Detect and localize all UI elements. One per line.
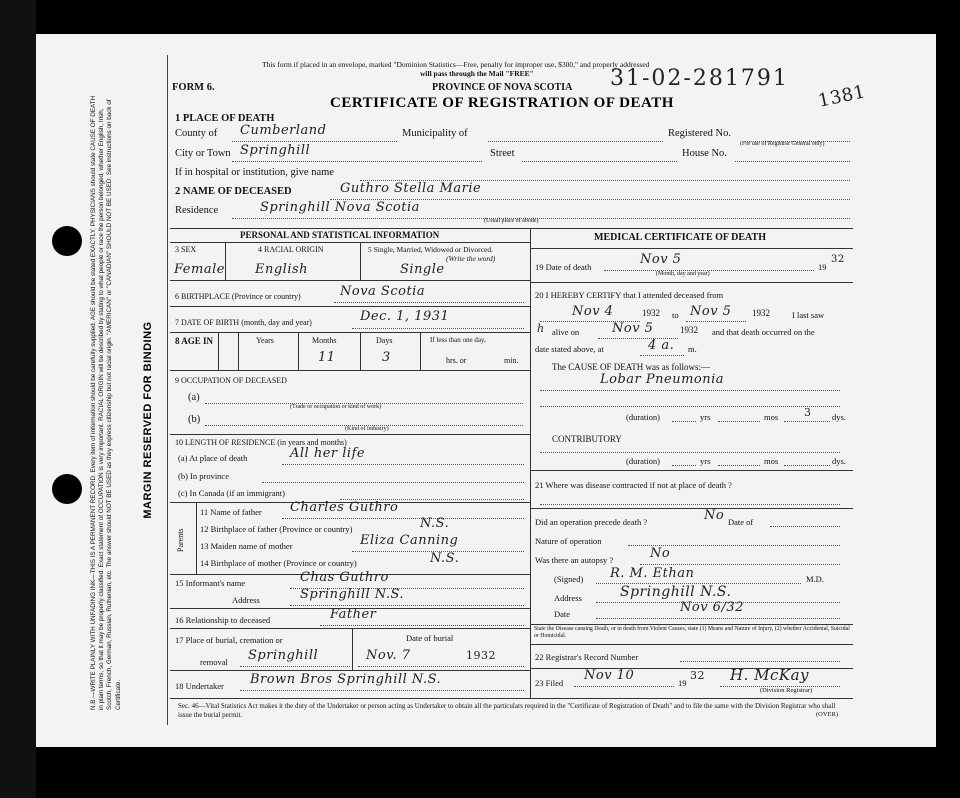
- racial-label: 4 RACIAL ORIGIN: [258, 245, 324, 254]
- duration-label-2: (duration): [626, 456, 660, 466]
- house-label: House No.: [682, 148, 727, 159]
- street-line: [522, 161, 677, 162]
- punch-hole: [52, 474, 82, 504]
- deceased-name: Guthro Stella Marie: [340, 181, 482, 196]
- duration-line: [718, 465, 760, 466]
- signed-label: (Signed): [554, 574, 584, 584]
- occurred-label: and that death occurred on the: [712, 327, 815, 337]
- rule: [238, 332, 239, 370]
- time-suffix: m.: [688, 344, 697, 354]
- filed-year-value: 32: [690, 669, 705, 682]
- death-date-note: (Month, day and year): [656, 271, 710, 277]
- attended-to-line: [686, 321, 746, 322]
- personal-heading: PERSONAL AND STATISTICAL INFORMATION: [240, 230, 440, 240]
- md-label: M.D.: [806, 574, 824, 584]
- rule: [530, 470, 853, 471]
- sign-date-label: Date: [554, 609, 571, 619]
- father-birthplace-value: N.S.: [420, 516, 450, 531]
- rule: [420, 332, 421, 370]
- mother-value: Eliza Canning: [360, 533, 459, 548]
- burial-place-value: Springhill: [248, 648, 319, 663]
- dys-label-2: dys.: [832, 456, 846, 466]
- table-top-rule: [170, 228, 853, 229]
- certificate-title: CERTIFICATE OF REGISTRATION OF DEATH: [330, 95, 674, 111]
- rule: [170, 280, 530, 281]
- duration-line: [784, 465, 830, 466]
- filed-value: Nov 10: [584, 668, 635, 683]
- footer-note: Sec. 46—Vital Statistics Act makes it the duty of the Undertaker or person acting as Undertaker to obtain all the particulars required in the "Certificate of Registration of Death" and to file the same with the Division Registrar who shall issue the burial permit.: [178, 702, 836, 719]
- margin-title: MARGIN RESERVED FOR BINDING: [142, 321, 154, 519]
- death-date-value: Nov 5: [640, 252, 682, 267]
- municipality-line: [488, 141, 663, 142]
- rule: [225, 242, 226, 280]
- punch-hole: [52, 226, 82, 256]
- to-label: to: [672, 310, 679, 320]
- rule: [298, 332, 299, 370]
- rule: [530, 624, 853, 625]
- marital-value: Single: [400, 262, 445, 277]
- death-date-label: 19 Date of death: [535, 262, 592, 272]
- rule: [170, 628, 530, 629]
- rule: [170, 670, 530, 671]
- father-label: 11 Name of father: [200, 507, 262, 517]
- operation-value: No: [704, 508, 725, 523]
- residence-line: [232, 218, 850, 219]
- cause-value: Lobar Pneumonia: [600, 372, 724, 387]
- father-value: Charles Guthro: [290, 500, 399, 515]
- in-province-label: (b) In province: [178, 471, 229, 481]
- mother-birthplace-value: N.S.: [430, 551, 460, 566]
- in-province-line: [262, 482, 524, 483]
- yrs-label-2: yrs: [700, 456, 711, 466]
- informant-value: Chas Guthro: [300, 570, 389, 585]
- city-line: [232, 161, 482, 162]
- op-date-line: [770, 526, 840, 527]
- duration-line: [718, 421, 760, 422]
- mother-label: 13 Maiden name of mother: [200, 541, 293, 551]
- removal-label: removal: [200, 657, 228, 667]
- house-line: [735, 161, 850, 162]
- registrar-signature: H. McKay: [730, 666, 809, 684]
- informant-address-label: Address: [232, 595, 260, 605]
- duration-label: (duration): [626, 412, 660, 422]
- contracted-line: [540, 504, 840, 505]
- death-year-prefix: 19: [818, 262, 827, 272]
- dob-line: [352, 328, 524, 329]
- years-label: Years: [256, 336, 274, 345]
- contributory-label: CONTRIBUTORY: [552, 434, 622, 444]
- in-canada-label: (c) In Canada (if an immigrant): [178, 488, 285, 498]
- registered-label: Registered No.: [668, 128, 731, 139]
- cause-line-1: [540, 390, 840, 391]
- stamp-number: 31-02-281791: [610, 66, 789, 91]
- rule: [530, 248, 853, 249]
- rule: [352, 628, 353, 670]
- record-number-line: [680, 661, 840, 662]
- parents-label: Parents: [176, 528, 185, 552]
- less-day-label: If less than one day,: [430, 336, 486, 344]
- operation-label: Did an operation precede death ?: [535, 517, 648, 527]
- birthplace-label: 6 BIRTHPLACE (Province or country): [175, 292, 301, 301]
- duration-line: [672, 465, 696, 466]
- rule: [360, 242, 361, 280]
- sign-date-line: [596, 618, 840, 619]
- date-stated-label: date stated above, at: [535, 344, 604, 354]
- at-place-label: (a) At place of death: [178, 453, 248, 463]
- binding-margin: [90, 90, 170, 710]
- relationship-value: Father: [330, 607, 377, 622]
- informant-label: 15 Informant's name: [175, 578, 245, 588]
- marital-label: 5 Single, Married, Widowed or Divorced.: [368, 245, 493, 254]
- alive-label: alive on: [552, 327, 580, 337]
- municipality-label: Municipality of: [402, 128, 468, 139]
- burial-date-value: Nov. 7: [366, 648, 411, 663]
- sex-value: Female: [174, 262, 225, 277]
- physician-address-value: Springhill N.S.: [620, 584, 732, 600]
- province-label: PROVINCE OF NOVA SCOTIA: [432, 82, 573, 93]
- county-value: Cumberland: [240, 123, 327, 138]
- rule: [360, 332, 361, 370]
- attended-from: Nov 4: [572, 304, 614, 319]
- burial-date-line: [358, 666, 524, 667]
- envelope-note-2: will pass through the Mail "FREE": [420, 69, 534, 78]
- death-year-value: 32: [831, 254, 845, 265]
- burial-date-label: Date of burial: [406, 633, 454, 643]
- rule: [218, 332, 219, 370]
- sign-date-value: Nov 6/32: [680, 600, 744, 615]
- time-value: 4 a.: [648, 338, 675, 353]
- occupation-a-note: (Trade or occupation or kind of work): [290, 404, 382, 410]
- undertaker-line: [240, 690, 524, 691]
- last-saw-label: I last saw: [792, 310, 825, 320]
- to-year: 1932: [752, 308, 770, 318]
- medical-heading: MEDICAL CERTIFICATE OF DEATH: [594, 232, 766, 243]
- city-label: City or Town: [175, 148, 231, 159]
- father-birthplace-label: 12 Birthplace of father (Province or country): [200, 524, 353, 534]
- rule: [170, 434, 530, 435]
- filed-label: 23 Filed: [535, 678, 564, 688]
- rule: [530, 508, 853, 509]
- racial-value: English: [255, 262, 309, 277]
- dob-value: Dec. 1, 1931: [360, 309, 450, 324]
- form-number: FORM 6.: [172, 82, 215, 93]
- registrar-note: (Division Registrar): [760, 687, 813, 694]
- months-label: Months: [312, 336, 337, 345]
- informant-address-line: [290, 605, 524, 606]
- birthplace-line: [334, 302, 524, 303]
- registered-note: (For use of Registrar General only): [740, 141, 825, 147]
- relationship-label: 16 Relationship to deceased: [175, 615, 271, 625]
- residence-value: Springhill Nova Scotia: [260, 200, 420, 215]
- autopsy-line: [640, 564, 840, 565]
- signed-value: R. M. Ethan: [610, 566, 695, 581]
- burial-place-line: [240, 666, 350, 667]
- contributory-line: [540, 452, 840, 453]
- contracted-label: 21 Where was disease contracted if not at place of death ?: [535, 480, 732, 490]
- residence-label: Residence: [175, 205, 219, 216]
- hospital-label: If in hospital or institution, give name: [175, 167, 334, 178]
- occupation-a: (a): [188, 392, 200, 403]
- alive-value: Nov 5: [612, 321, 654, 336]
- rule: [170, 242, 530, 243]
- occupation-label: 9 OCCUPATION OF DECEASED: [175, 376, 287, 385]
- marital-note: (Write the word): [446, 254, 496, 263]
- street-label: Street: [490, 148, 515, 159]
- duration-line: [672, 421, 696, 422]
- nature-label: Nature of operation: [535, 536, 602, 546]
- at-place-value: All her life: [290, 446, 366, 461]
- residence-length-label: 10 LENGTH OF RESIDENCE (in years and months): [175, 438, 347, 447]
- attended-to: Nov 5: [690, 304, 732, 319]
- burial-year-value: 1932: [466, 649, 496, 662]
- duration-mos-value: 3: [804, 406, 812, 419]
- violent-note: State the Disease causing Death, or in death from Violent Causes, state (1) Means and Nature of Injury, (2) whether Accidental, Suicidal or Homicidal.: [534, 626, 850, 639]
- at-place-line: [282, 464, 524, 465]
- min-label: min.: [504, 356, 519, 365]
- autopsy-label: Was there an autopsy ?: [535, 555, 614, 565]
- op-date-label: Date of: [728, 517, 754, 527]
- scan-edge: [0, 0, 36, 798]
- alive-year: 1932: [680, 325, 698, 335]
- physician-address-label: Address: [554, 593, 582, 603]
- sex-label: 3 SEX: [175, 245, 197, 254]
- mos-label-2: mos: [764, 456, 779, 466]
- burial-label: 17 Place of burial, cremation or: [175, 635, 283, 645]
- margin-instructions: N.B.—WRITE PLAINLY WITH UNFADING INK—THIS IS A PERMANENT RECORD. Every item of information should be carefully supplied. AGE should be stated EXACTLY. PHYSICIANS should state CAUSE OF DEATH in plain terms, so that it may be properly classified. Exact statement of OCCUPATION is very important. RACIAL ORIGIN will be described by stating to what people or race the person belonged, whether English, Irish, Scotch, French, German, Russian, Ruthenian, etc. The answer should NOT BE USED as they express citizenship but not racial origin. "AMERICAN" or "CANADIAN" SHOULD NOT BE USED. See instructions on back of Certificate.: [90, 95, 122, 710]
- alive-prefix: h: [537, 322, 545, 335]
- rule: [530, 282, 853, 283]
- place-of-death-heading: 1 PLACE OF DEATH: [175, 113, 275, 124]
- deceased-name-label: 2 NAME OF DECEASED: [175, 186, 292, 197]
- column-divider: [530, 228, 531, 698]
- informant-address-value: Springhill N.S.: [300, 587, 405, 602]
- rule: [530, 644, 853, 645]
- margin-rule: [167, 55, 168, 725]
- duration-line: [784, 421, 830, 422]
- certify-label: 20 I HEREBY CERTIFY that I attended deceased from: [535, 290, 724, 300]
- rule: [196, 502, 197, 574]
- cause-line-2: [540, 406, 840, 407]
- record-number-label: 22 Registrar's Record Number: [535, 652, 639, 662]
- age-label: 8 AGE IN: [175, 336, 214, 346]
- corner-number: 1381: [816, 81, 868, 112]
- mos-label: mos: [764, 412, 779, 422]
- days-value: 3: [382, 350, 391, 365]
- occupation-b-note: (Kind of industry): [345, 426, 389, 432]
- filed-year-prefix: 19: [678, 678, 687, 688]
- father-line: [282, 518, 524, 519]
- birthplace-value: Nova Scotia: [340, 284, 426, 299]
- hrs-label: hrs. or: [446, 356, 467, 365]
- county-line: [232, 141, 397, 142]
- rule: [170, 306, 530, 307]
- footer-over: (OVER): [816, 711, 839, 718]
- undertaker-value: Brown Bros Springhill N.S.: [250, 672, 442, 687]
- table-bottom-rule: [170, 698, 853, 699]
- residence-note: (Usual place of abode): [484, 218, 539, 224]
- mother-birthplace-label: 14 Birthplace of mother (Province or country): [200, 558, 357, 568]
- days-label: Days: [376, 336, 393, 345]
- envelope-note: This form if placed in an envelope, marked "Dominion Statistics—Free, penalty for improper use, $300," and properly addressed: [262, 60, 650, 69]
- city-value: Springhill: [240, 143, 311, 158]
- yrs-label: yrs: [700, 412, 711, 422]
- from-year: 1932: [642, 308, 660, 318]
- relationship-line: [320, 625, 524, 626]
- time-line: [640, 355, 684, 356]
- autopsy-value: No: [650, 546, 671, 561]
- dob-label: 7 DATE OF BIRTH (month, day and year): [175, 318, 312, 327]
- bleed-through-text: [6, 230, 30, 560]
- dys-label: dys.: [832, 412, 846, 422]
- undertaker-label: 18 Undertaker: [175, 681, 224, 691]
- rule: [170, 332, 530, 333]
- cause-label: The CAUSE OF DEATH was as follows:—: [552, 362, 710, 372]
- occupation-b: (b): [188, 414, 201, 425]
- months-value: 11: [318, 350, 336, 365]
- county-label: County of: [175, 128, 218, 139]
- rule: [170, 370, 530, 371]
- filed-line: [574, 686, 674, 687]
